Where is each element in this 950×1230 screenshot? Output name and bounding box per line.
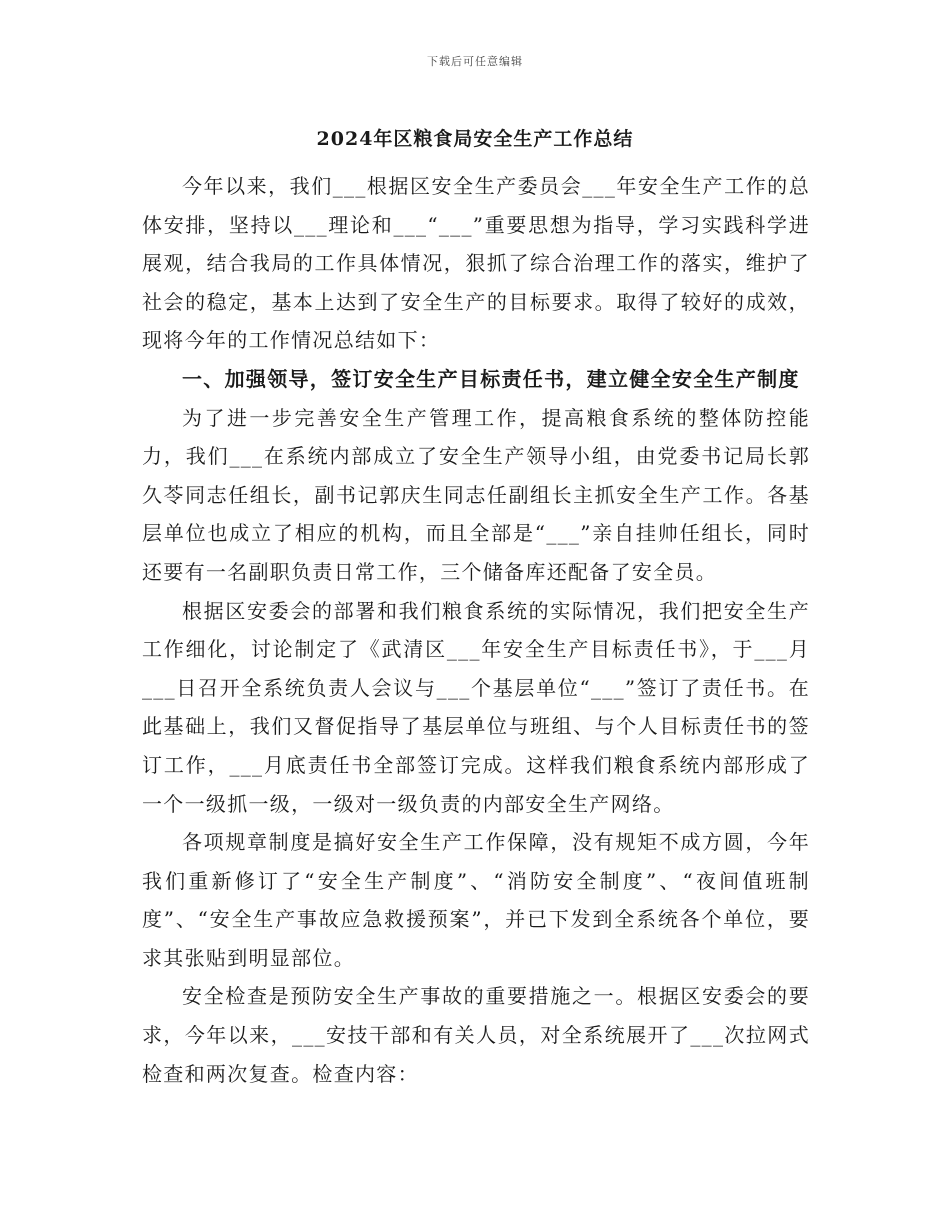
- body-paragraph: 根据区安委会的部署和我们粮食系统的实际情况，我们把安全生产工作细化，讨论制定了《武清区___年安全生产目标责任书》，于___月___日召开全系统负责人会议与___个基层单位“___”签订了责任书。在此基础上，我们又督促指导了基层单位与班组、与个人目标责任书的签订工作，___月底责任书全部签订完成。这样我们粮食系统内部形成了一个一级抓一级，一级对一级负责的内部安全生产网络。: [142, 598, 810, 816]
- body-paragraph: 为了进一步完善安全生产管理工作，提高粮食系统的整体防控能力，我们___在系统内部成立了安全生产领导小组，由党委书记局长郭久苓同志任组长，副书记郭庆生同志任副组长主抓安全生产工作。各基层单位也成立了相应的机构，而且全部是“___”亲自挂帅任组长，同时还要有一名副职负责日常工作，三个储备库还配备了安全员。: [142, 405, 810, 584]
- body-paragraph: 各项规章制度是搞好安全生产工作保障，没有规矩不成方圆，今年我们重新修订了“安全生产制度”、“消防安全制度”、“夜间值班制度”、“安全生产事故应急救援预案”，并已下发到全系统各个单位，要求其张贴到明显部位。: [142, 830, 810, 970]
- page-header-note: 下载后可任意编辑: [427, 55, 523, 68]
- intro-paragraph: 今年以来，我们___根据区安全生产委员会___年安全生产工作的总体安排，坚持以___理论和___“___”重要思想为指导，学习实践科学进展观，结合我局的工作具体情况，狠抓了综合治理工作的落实，维护了社会的稳定，基本上达到了安全生产的目标要求。取得了较好的成效，现将今年的工作情况总结如下：: [142, 174, 810, 353]
- document-body: [142, 167, 810, 1093]
- section-heading-1: 一、加强领导，签订安全生产目标责任书，建立健全安全生产制度: [182, 366, 800, 391]
- body-paragraph: 安全检查是预防安全生产事故的重要措施之一。根据区安委会的要求，今年以来，___安技干部和有关人员，对全系统展开了___次拉网式检查和两次复查。检查内容：: [142, 984, 810, 1086]
- document-title: 2024年区粮食局安全生产工作总结: [316, 128, 634, 150]
